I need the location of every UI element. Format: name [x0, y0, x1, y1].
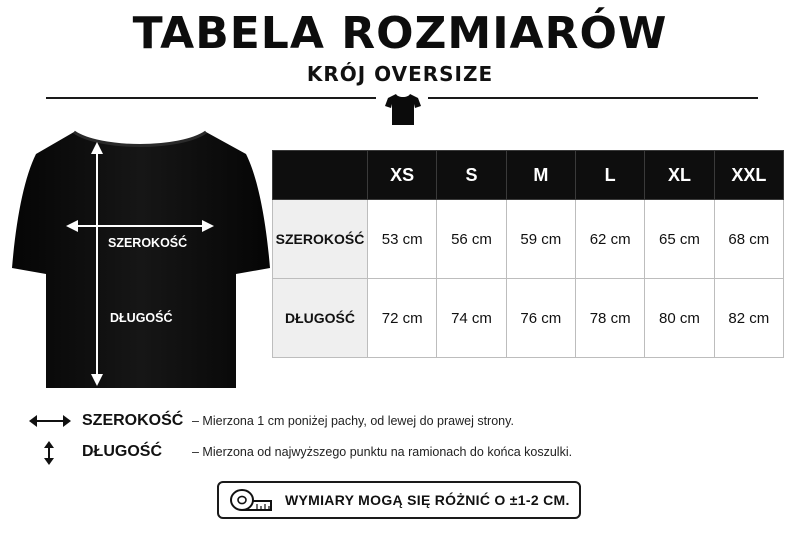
row-label: DŁUGOŚĆ: [273, 279, 368, 358]
legend-description: – Mierzona od najwyższego punktu na ramionach do końca koszulki.: [192, 445, 573, 459]
page-subtitle: KRÓJ OVERSIZE: [306, 62, 494, 86]
legend-description: – Mierzona 1 cm poniżej pachy, od lewej do prawej strony.: [192, 414, 514, 428]
column-header: S: [437, 151, 506, 200]
table-cell: 76 cm: [506, 279, 575, 358]
table-cell: 62 cm: [575, 200, 644, 279]
horizontal-arrow-icon: [28, 411, 72, 431]
row-label: SZEROKOŚĆ: [273, 200, 368, 279]
measuring-tape-icon: [229, 487, 275, 515]
table-header-row: [273, 151, 784, 200]
table-corner-cell: [273, 151, 368, 200]
table-cell: 56 cm: [437, 200, 506, 279]
column-header: L: [575, 151, 644, 200]
table-row: [273, 279, 784, 358]
note-text: WYMIARY MOGĄ SIĘ RÓŻNIĆ O ±1-2 CM.: [285, 492, 570, 508]
column-header: XXL: [714, 151, 783, 200]
table-row: [273, 200, 784, 279]
table-cell: 80 cm: [645, 279, 714, 358]
table-cell: 74 cm: [437, 279, 506, 358]
legend-term: SZEROKOŚĆ: [82, 412, 184, 429]
table-cell: 82 cm: [714, 279, 783, 358]
vertical-arrow-icon: [28, 440, 72, 466]
column-header: XL: [645, 151, 714, 200]
table-cell: 68 cm: [714, 200, 783, 279]
legend-term: DŁUGOŚĆ: [82, 443, 162, 460]
width-label: SZEROKOŚĆ: [108, 236, 188, 250]
column-header: XS: [368, 151, 437, 200]
divider-left: [46, 97, 376, 99]
tshirt-diagram: [10, 120, 272, 392]
length-label: DŁUGOŚĆ: [110, 311, 173, 325]
table-cell: 72 cm: [368, 279, 437, 358]
table-cell: 59 cm: [506, 200, 575, 279]
column-header: M: [506, 151, 575, 200]
table-cell: 78 cm: [575, 279, 644, 358]
table-cell: 65 cm: [645, 200, 714, 279]
divider-right: [428, 97, 758, 99]
table-cell: 53 cm: [368, 200, 437, 279]
tshirt-icon: [384, 91, 422, 127]
note-box: [217, 481, 581, 519]
page-title: TABELA ROZMIARÓW: [132, 8, 668, 59]
size-table: [272, 150, 784, 358]
